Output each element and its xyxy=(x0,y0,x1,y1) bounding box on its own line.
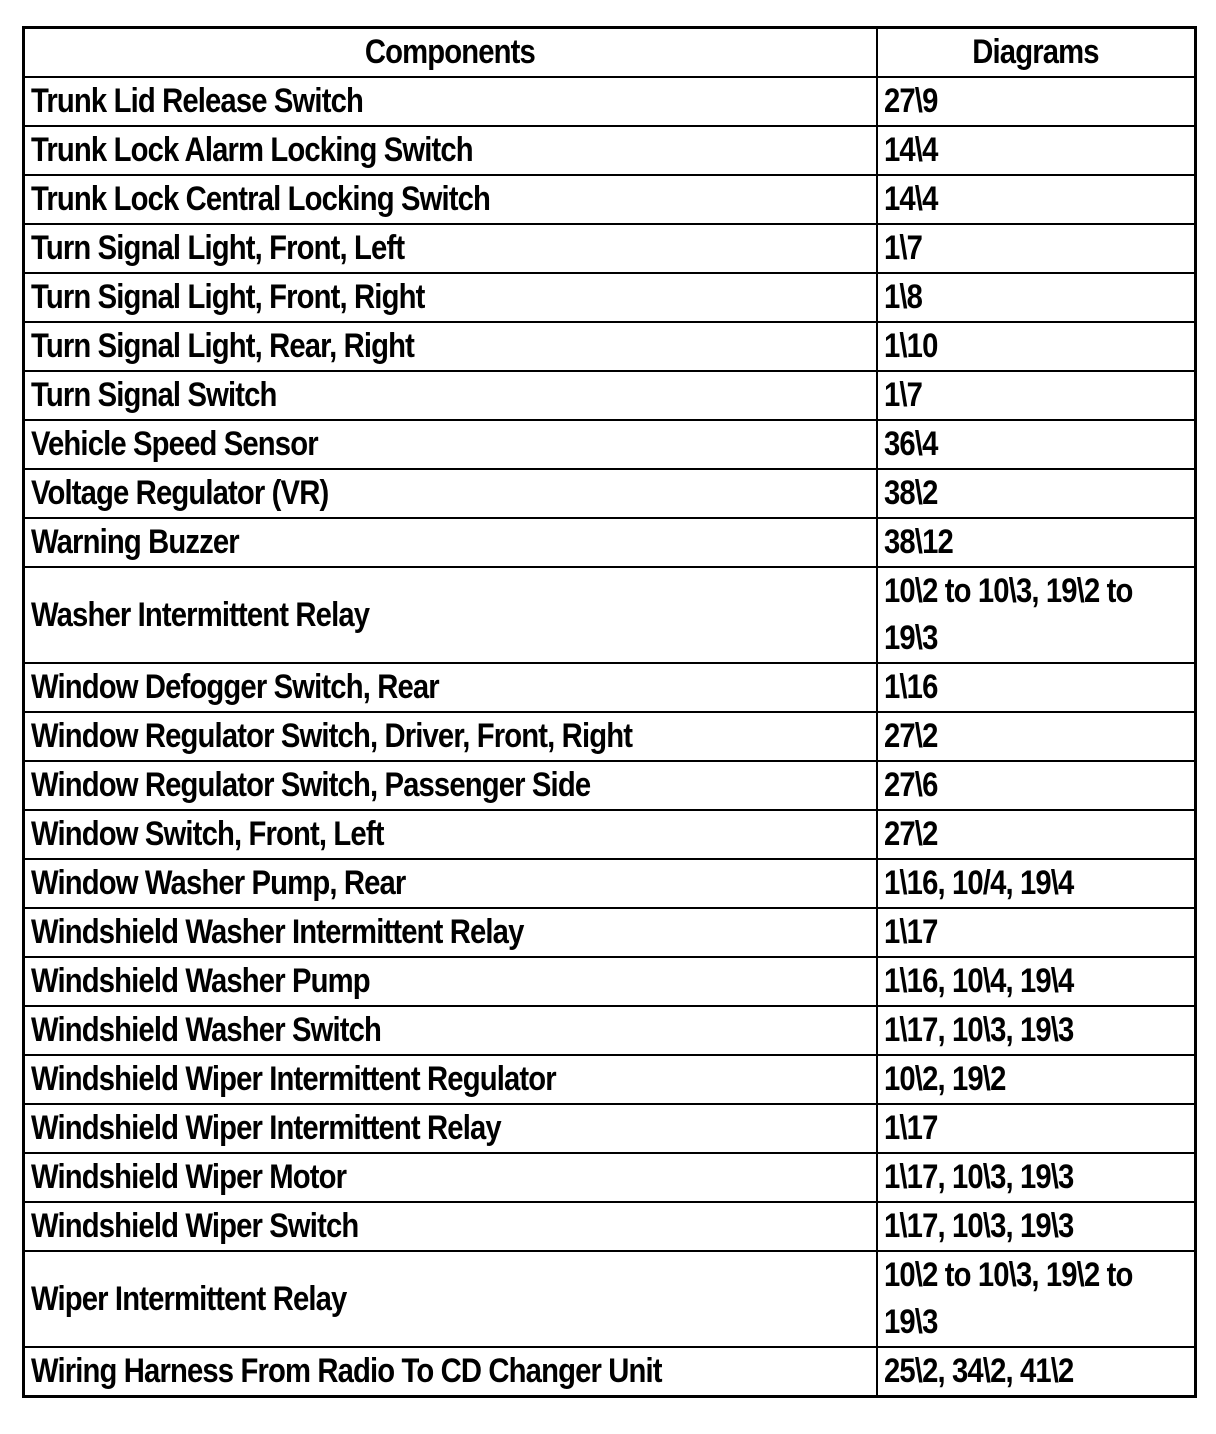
diagram-cell xyxy=(877,420,1196,469)
component-cell xyxy=(24,126,877,175)
component-name: Window Regulator Switch, Passenger Side xyxy=(31,766,591,804)
diagram-ref: 36\4 xyxy=(883,425,937,463)
diagram-cell xyxy=(877,712,1196,761)
diagram-cell xyxy=(877,957,1196,1006)
table-row xyxy=(24,567,1196,663)
component-cell xyxy=(24,859,877,908)
component-name: Windshield Washer Intermittent Relay xyxy=(31,913,524,951)
table-row xyxy=(24,175,1196,224)
table-row xyxy=(24,712,1196,761)
diagram-cell xyxy=(877,761,1196,810)
table-row xyxy=(24,908,1196,957)
diagram-ref: 10\2 to 10\3, 19\2 to 19\3 xyxy=(883,572,1132,657)
component-cell xyxy=(24,663,877,712)
table-row xyxy=(24,77,1196,126)
diagram-cell xyxy=(877,663,1196,712)
table-row xyxy=(24,126,1196,175)
component-name: Wiring Harness From Radio To CD Changer Unit xyxy=(31,1352,662,1390)
diagram-ref: 1\17 xyxy=(883,1109,937,1147)
component-name: Turn Signal Light, Front, Right xyxy=(31,278,425,316)
table-row xyxy=(24,224,1196,273)
component-name: Windshield Wiper Intermittent Relay xyxy=(31,1109,501,1147)
component-name: Vehicle Speed Sensor xyxy=(31,425,318,463)
diagram-ref: 1\16, 10/4, 19\4 xyxy=(883,864,1073,902)
component-name: Washer Intermittent Relay xyxy=(31,595,370,634)
table-row xyxy=(24,322,1196,371)
component-cell xyxy=(24,224,877,273)
diagram-cell xyxy=(877,567,1196,663)
component-name: Warning Buzzer xyxy=(31,523,239,561)
diagram-cell xyxy=(877,1104,1196,1153)
diagram-ref: 10\2 to 10\3, 19\2 to 19\3 xyxy=(883,1256,1132,1341)
diagram-ref: 27\9 xyxy=(883,82,937,120)
component-name: Turn Signal Switch xyxy=(31,376,277,414)
diagram-cell xyxy=(877,224,1196,273)
table-row xyxy=(24,1104,1196,1153)
component-cell xyxy=(24,712,877,761)
diagram-cell xyxy=(877,175,1196,224)
component-cell xyxy=(24,1153,877,1202)
component-name: Windshield Wiper Intermittent Regulator xyxy=(31,1060,556,1098)
diagram-ref: 27\6 xyxy=(883,766,937,804)
component-name: Window Regulator Switch, Driver, Front, Right xyxy=(31,717,633,755)
diagram-ref: 27\2 xyxy=(883,815,937,853)
component-name: Trunk Lock Central Locking Switch xyxy=(31,180,491,218)
component-cell xyxy=(24,957,877,1006)
table-row xyxy=(24,810,1196,859)
diagram-cell xyxy=(877,518,1196,567)
diagram-cell xyxy=(877,322,1196,371)
diagram-cell xyxy=(877,908,1196,957)
diagram-cell xyxy=(877,1347,1196,1397)
table-row xyxy=(24,1006,1196,1055)
table-row xyxy=(24,761,1196,810)
component-cell xyxy=(24,810,877,859)
component-name: Wiper Intermittent Relay xyxy=(31,1279,347,1318)
component-cell xyxy=(24,1104,877,1153)
component-cell xyxy=(24,1347,877,1397)
table-row xyxy=(24,518,1196,567)
diagram-cell xyxy=(877,371,1196,420)
diagram-cell xyxy=(877,1006,1196,1055)
component-name: Windshield Washer Switch xyxy=(31,1011,382,1049)
component-name: Windshield Washer Pump xyxy=(31,962,370,1000)
diagrams-column-header xyxy=(877,28,1196,78)
diagram-ref: 10\2, 19\2 xyxy=(883,1060,1005,1098)
table-row xyxy=(24,420,1196,469)
diagram-cell xyxy=(877,273,1196,322)
diagram-ref: 38\12 xyxy=(883,523,953,561)
component-name: Window Switch, Front, Left xyxy=(31,815,384,853)
component-cell xyxy=(24,1202,877,1251)
diagram-ref: 1\10 xyxy=(883,327,937,365)
diagram-cell xyxy=(877,859,1196,908)
component-cell xyxy=(24,567,877,663)
diagram-ref: 1\17, 10\3, 19\3 xyxy=(883,1011,1073,1049)
table-row xyxy=(24,1055,1196,1104)
diagram-ref: 1\17 xyxy=(883,913,937,951)
component-cell xyxy=(24,1006,877,1055)
diagram-ref: 14\4 xyxy=(883,180,937,218)
diagram-ref: 1\16 xyxy=(883,668,937,706)
component-name: Voltage Regulator (VR) xyxy=(31,474,329,512)
component-cell xyxy=(24,77,877,126)
table-row xyxy=(24,1153,1196,1202)
components-header-label: Components xyxy=(365,33,536,71)
component-cell xyxy=(24,761,877,810)
component-cell xyxy=(24,1055,877,1104)
component-name: Windshield Wiper Switch xyxy=(31,1207,359,1245)
diagram-ref: 1\7 xyxy=(883,376,922,414)
diagram-cell xyxy=(877,1251,1196,1347)
component-cell xyxy=(24,175,877,224)
table-row xyxy=(24,663,1196,712)
component-cell xyxy=(24,420,877,469)
component-name: Trunk Lid Release Switch xyxy=(31,82,363,120)
diagram-ref: 1\16, 10\4, 19\4 xyxy=(883,962,1073,1000)
diagram-ref: 38\2 xyxy=(883,474,937,512)
diagram-ref: 27\2 xyxy=(883,717,937,755)
component-name: Turn Signal Light, Front, Left xyxy=(31,229,405,267)
table-row xyxy=(24,273,1196,322)
diagrams-header-label: Diagrams xyxy=(972,33,1099,71)
component-name: Window Washer Pump, Rear xyxy=(31,864,406,902)
table-row xyxy=(24,469,1196,518)
diagram-ref: 14\4 xyxy=(883,131,937,169)
diagram-cell xyxy=(877,810,1196,859)
component-cell xyxy=(24,273,877,322)
component-table-sheet xyxy=(22,26,1194,1398)
component-name: Windshield Wiper Motor xyxy=(31,1158,347,1196)
table-header-row xyxy=(24,28,1196,78)
diagram-cell xyxy=(877,1055,1196,1104)
component-cell xyxy=(24,908,877,957)
component-name: Window Defogger Switch, Rear xyxy=(31,668,439,706)
diagram-ref: 1\7 xyxy=(883,229,922,267)
component-cell xyxy=(24,371,877,420)
diagram-cell xyxy=(877,77,1196,126)
diagram-cell xyxy=(877,469,1196,518)
components-diagrams-table xyxy=(22,26,1197,1398)
diagram-ref: 1\17, 10\3, 19\3 xyxy=(883,1158,1073,1196)
component-cell xyxy=(24,469,877,518)
table-row xyxy=(24,1347,1196,1397)
table-body xyxy=(24,77,1196,1397)
component-name: Trunk Lock Alarm Locking Switch xyxy=(31,131,473,169)
diagram-ref: 1\17, 10\3, 19\3 xyxy=(883,1207,1073,1245)
component-name: Turn Signal Light, Rear, Right xyxy=(31,327,415,365)
table-row xyxy=(24,371,1196,420)
diagram-cell xyxy=(877,1202,1196,1251)
diagram-cell xyxy=(877,1153,1196,1202)
component-cell xyxy=(24,322,877,371)
diagram-ref: 25\2, 34\2, 41\2 xyxy=(883,1352,1073,1390)
component-cell xyxy=(24,518,877,567)
table-row xyxy=(24,1202,1196,1251)
diagram-ref: 1\8 xyxy=(883,278,922,316)
components-column-header xyxy=(24,28,877,78)
table-row xyxy=(24,1251,1196,1347)
component-cell xyxy=(24,1251,877,1347)
table-row xyxy=(24,957,1196,1006)
table-row xyxy=(24,859,1196,908)
diagram-cell xyxy=(877,126,1196,175)
